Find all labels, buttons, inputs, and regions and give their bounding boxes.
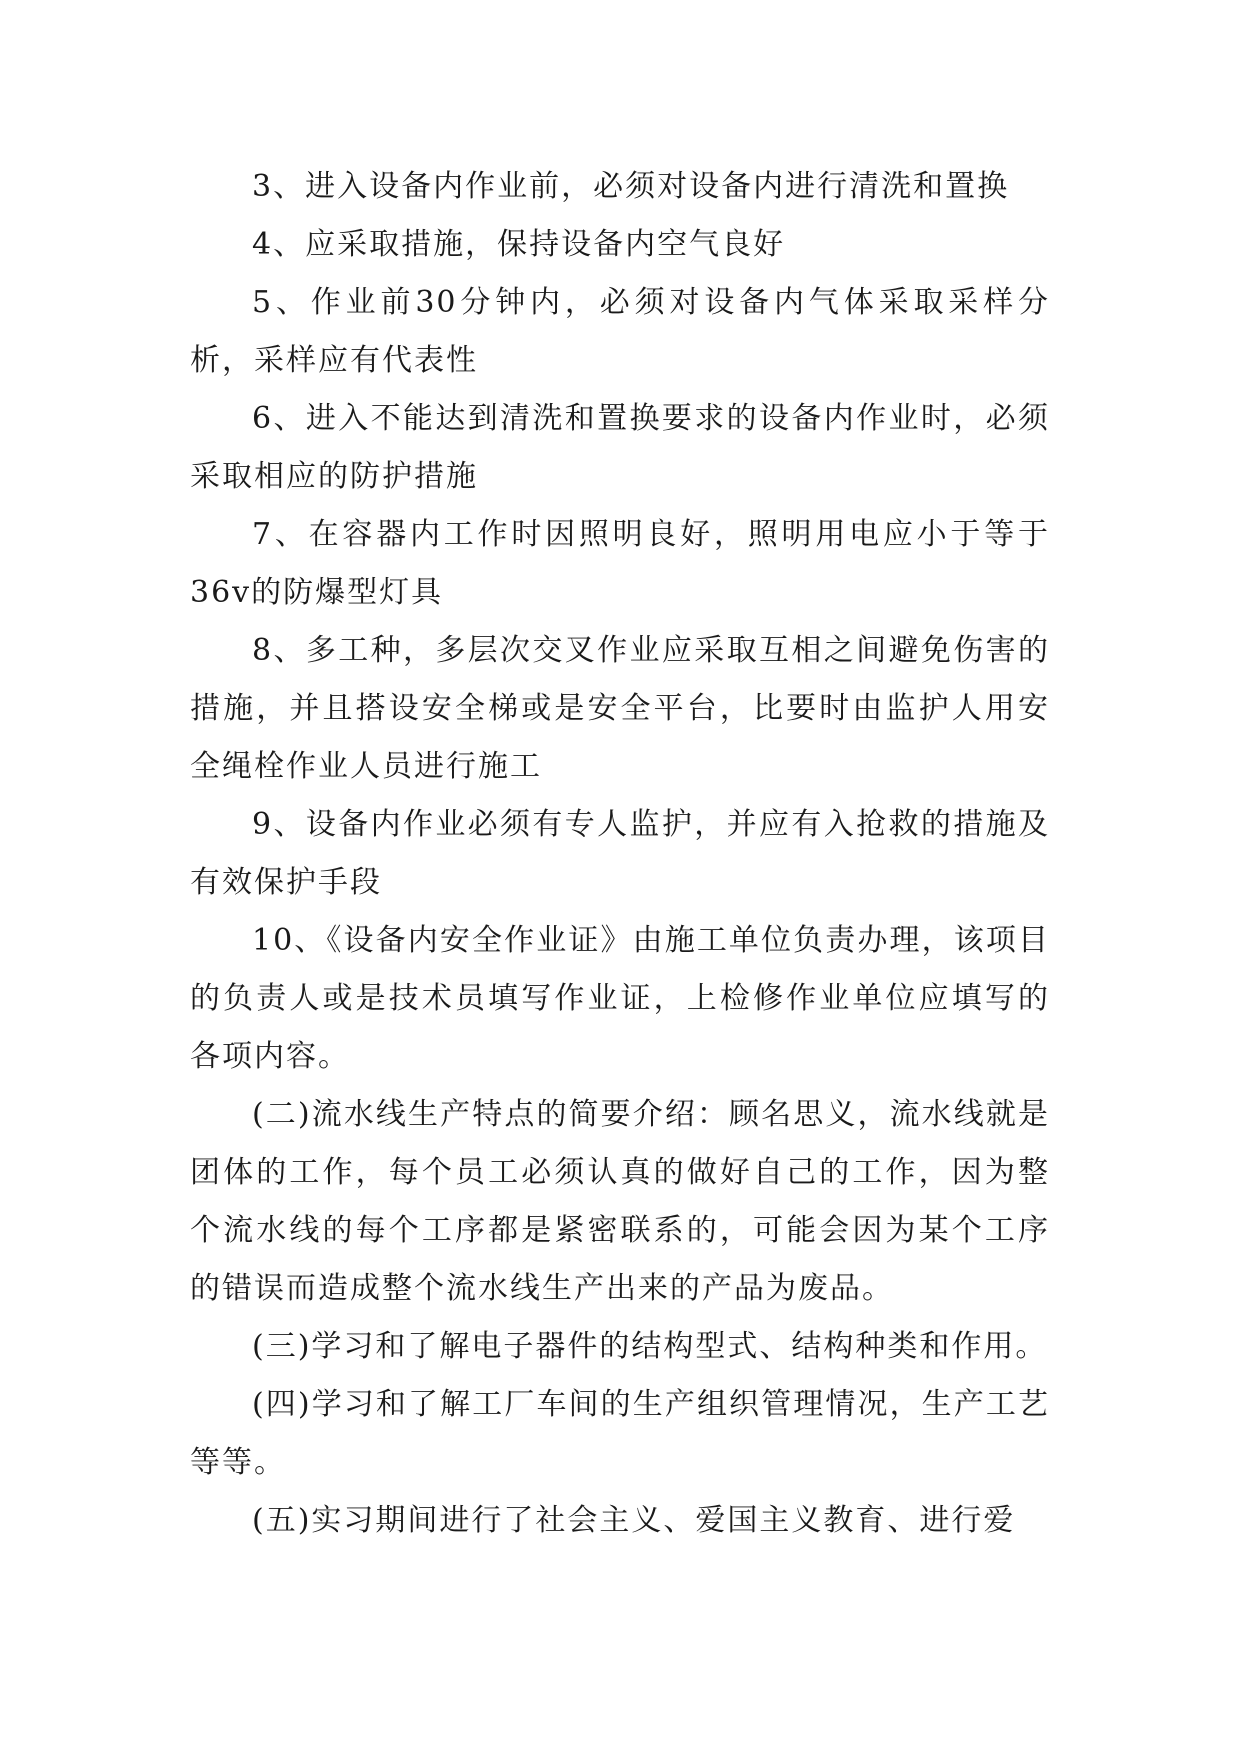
paragraph-3: 3、进入设备内作业前，必须对设备内进行清洗和置换: [252, 169, 1010, 204]
paragraph-section-4: (四)学习和了解工厂车间的生产组织管理情况，生产工艺等等。: [190, 1387, 1050, 1480]
document-body: [190, 158, 1050, 1550]
paragraph-9: 9、设备内作业必须有专人监护，并应有入抢救的措施及有效保护手段: [190, 807, 1050, 900]
paragraph-10: 10、《设备内安全作业证》由施工单位负责办理，该项目的负责人或是技术员填写作业证，上检修作业单位应填写的各项内容。: [190, 923, 1050, 1074]
paragraph-4: 4、应采取措施，保持设备内空气良好: [252, 227, 786, 262]
paragraph-section-3: (三)学习和了解电子器件的结构型式、结构种类和作用。: [252, 1329, 1048, 1364]
paragraph-6: 6、进入不能达到清洗和置换要求的设备内作业时，必须采取相应的防护措施: [190, 401, 1050, 494]
paragraph-section-5: (五)实习期间进行了社会主义、爱国主义教育、进行爱: [252, 1503, 1016, 1538]
paragraph-8: 8、多工种，多层次交叉作业应采取互相之间避免伤害的措施，并且搭设安全梯或是安全平台，比要时由监护人用安全绳栓作业人员进行施工: [190, 633, 1050, 784]
paragraph-5: 5、作业前30分钟内，必须对设备内气体采取采样分析，采样应有代表性: [190, 285, 1050, 378]
paragraph-section-2: (二)流水线生产特点的简要介绍：顾名思义，流水线就是团体的工作，每个员工必须认真的做好自己的工作，因为整个流水线的每个工序都是紧密联系的，可能会因为某个工序的错误而造成整个流水线生产出来的产品为废品。: [190, 1097, 1050, 1306]
paragraph-7: 7、在容器内工作时因照明良好，照明用电应小于等于36v的防爆型灯具: [190, 517, 1050, 610]
